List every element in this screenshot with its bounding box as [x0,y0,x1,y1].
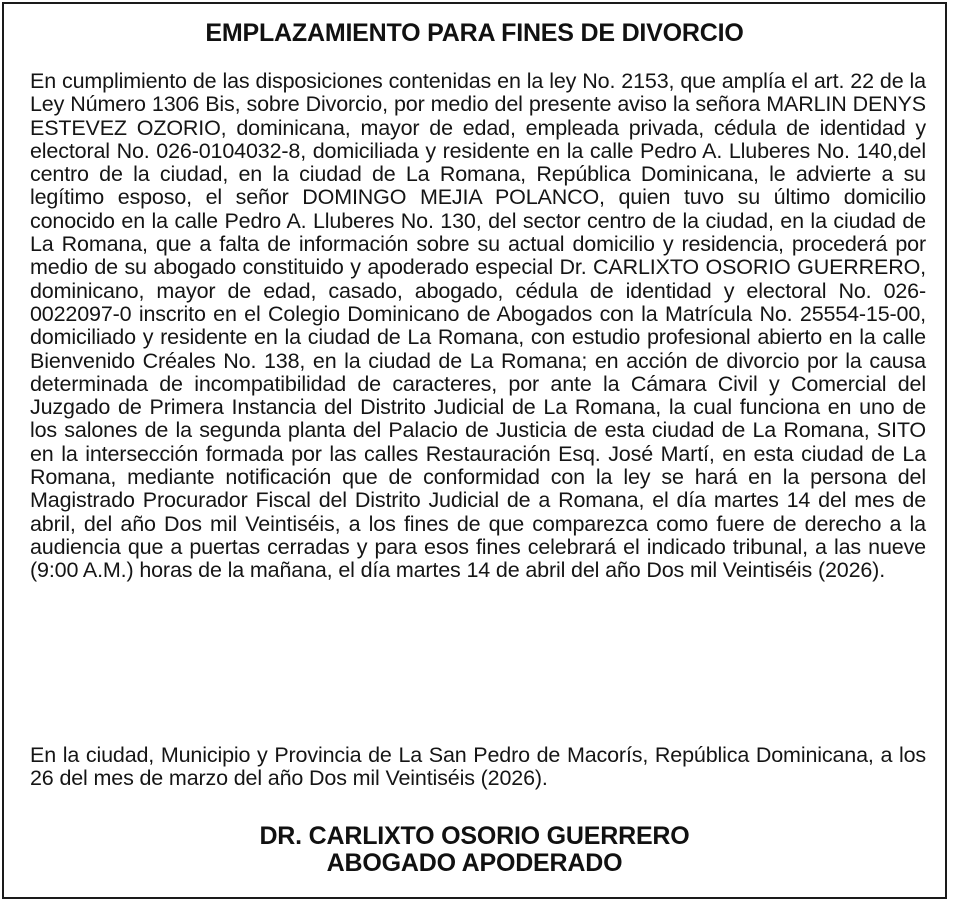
signature-name: DR. CARLIXTO OSORIO GUERRERO [259,822,690,850]
notice-closing-paragraph: En la ciudad, Municipio y Provincia de La San Pedro de Macorís, República Dominicana, a los 26 del mes de marzo del año Dos mil Veintiséis (2026). [30,743,926,791]
notice-title: EMPLAZAMIENTO PARA FINES DE DIVORCIO [205,19,744,47]
signature-role: ABOGADO APODERADO [326,849,623,877]
notice-body-paragraph: En cumplimiento de las disposiciones contenidas en la ley No. 2153, que amplía el art. 22 de la Ley Número 1306 Bis, sobre Divorcio, por medio del presente aviso la señora MARLIN DENYS ESTEVEZ OZORIO, dominicana, mayor de edad, empleada privada, cédula de identidad y electoral No. 026-0104032-8, domiciliada y residente en la calle Pedro A. Lluberes No. 140,del centro de la ciudad, en la ciudad de La Romana, República Dominicana, le advierte a su legítimo esposo, el señor DOMINGO MEJIA POLANCO, quien tuvo su último domicilio conocido en la calle Pedro A. Lluberes No. 130, del sector centro de la ciudad, en la ciudad de La Romana, que a falta de información sobre su actual domicilio y residencia, procederá por medio de su abogado constituido y apoderado especial Dr. CARLIXTO OSORIO GUERRERO, dominicano, mayor de edad, casado, abogado, cédula de identidad y electoral No. 026-0022097-0 inscrito en el Colegio Dominicano de Abogados con la Matrícula No. 25554-15-00, domiciliado y residente en la ciudad de La Romana, con estudio profesional abierto en la calle Bienvenido Créales No. 138, en la ciudad de La Romana; en acción de divorcio por la causa determinada de incompatibilidad de caracteres, por ante la Cámara Civil y Comercial del Juzgado de Primera Instancia del Distrito Judicial de La Romana, la cual funciona en uno de los salones de la segunda planta del Palacio de Justicia de esta ciudad de La Romana, SITO en la intersección formada por las calles Restauración Esq. José Martí, en esta ciudad de La Romana, mediante notificación que de conformidad con la ley se hará en la persona del Magistrado Procurador Fiscal del Distrito Judicial de a Romana, el día martes 14 del mes de abril, del año Dos mil Veintiséis, a los fines de que comparezca como fuere de derecho a la audiencia que a puertas cerradas y para esos fines celebrará el indicado tribunal, a las nueve (9:00 A.M.) horas de la mañana, el día martes 14 de abril del año Dos mil Veintiséis (2026). [30,69,926,583]
notice-frame [2,2,947,899]
